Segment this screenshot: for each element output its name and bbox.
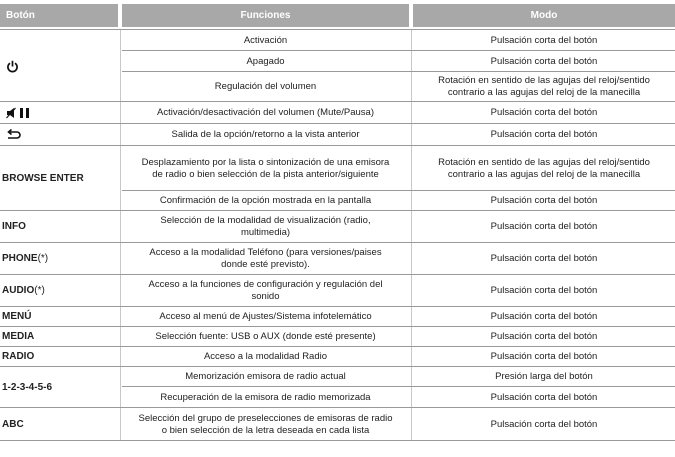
column-divider (120, 367, 121, 408)
button-label: AUDIO (2, 285, 35, 296)
mode-cell: Pulsación corta del botón (490, 351, 598, 362)
column-divider (120, 408, 121, 441)
button-cell (0, 243, 118, 275)
column-divider (411, 243, 412, 275)
footnote-marker: (*) (34, 285, 45, 296)
column-divider (411, 367, 412, 408)
button-cell (0, 211, 118, 243)
function-cell: Selección fuente: USB o AUX (donde esté presente) (155, 331, 376, 342)
power-icon (6, 60, 19, 73)
column-divider (120, 30, 121, 102)
mode-cell: Pulsación corta del botón (490, 195, 598, 206)
function-cell: Activación/desactivación del volumen (Mute/Pausa) (156, 107, 375, 118)
button-cell (0, 347, 118, 367)
button-label: 1-2-3-4-5-6 (2, 381, 53, 393)
function-cell: Apagado (246, 55, 285, 67)
function-cell: Confirmación de la opción mostrada en la pantalla (159, 195, 372, 206)
column-divider (411, 347, 412, 367)
function-cell: Selección de la modalidad de visualización (radio, multimedia) (160, 215, 371, 238)
function-cell: Regulación del volumen (214, 81, 317, 92)
column-divider (411, 146, 412, 211)
button-cell (0, 146, 118, 211)
button-cell (0, 307, 118, 327)
mode-cell: Presión larga del botón (495, 371, 593, 382)
column-divider (411, 124, 412, 146)
mode-cell: Pulsación corta del botón (490, 221, 598, 232)
button-cell (0, 30, 118, 102)
function-cell: Recuperación de la emisora de radio memorizada (160, 391, 371, 403)
button-cell (0, 102, 118, 124)
column-divider (120, 327, 121, 347)
mode-cell: Pulsación corta del botón (490, 129, 598, 140)
mode-cell: Pulsación corta del botón (490, 391, 598, 403)
button-cell (0, 367, 118, 408)
button-label: RADIO (2, 351, 35, 362)
mode-cell: Pulsación corta del botón (490, 331, 598, 342)
mode-cell: Pulsación corta del botón (490, 107, 598, 118)
function-cell: Acceso a la modalidad Radio (203, 351, 328, 362)
footnote-marker: (*) (37, 253, 49, 264)
column-divider (411, 211, 412, 243)
function-cell: Desplazamiento por la lista o sintonización de una emisora de radio o bien selección de la pista anterior/siguiente (141, 156, 390, 180)
column-divider (411, 327, 412, 347)
mode-cell: Rotación en sentido de las agujas del reloj/sentido contrario a las agujas del reloj de la manecilla (438, 156, 650, 180)
function-cell: Acceso a la funciones de configuración y regulación del sonido (148, 279, 383, 302)
column-divider (120, 124, 121, 146)
button-cell (0, 408, 118, 441)
column-divider (411, 30, 412, 102)
function-cell: Selección del grupo de preselecciones de emisoras de radio o bien selección de la letra deseada en cada lista (138, 412, 393, 436)
function-cell: Acceso a la modalidad Teléfono (para versiones/paises donde esté previsto). (149, 247, 382, 270)
column-divider (120, 347, 121, 367)
button-cell (0, 275, 118, 307)
mode-cell: Pulsación corta del botón (490, 418, 598, 430)
mode-cell: Pulsación corta del botón (490, 253, 598, 264)
mode-cell: Pulsación corta del botón (490, 34, 598, 46)
mode-cell: Pulsación corta del botón (490, 285, 598, 296)
column-divider (411, 307, 412, 327)
row-rule (0, 440, 675, 441)
function-cell: Salida de la opción/retorno a la vista anterior (171, 129, 360, 140)
function-cell: Memorización emisora de radio actual (185, 371, 346, 382)
button-label: ABC (2, 418, 24, 430)
header-mode: Modo (413, 4, 675, 27)
mute-pause-icon (6, 107, 32, 119)
button-cell (0, 327, 118, 347)
button-label: INFO (2, 221, 26, 232)
mode-cell: Pulsación corta del botón (490, 311, 598, 322)
function-cell: Acceso al menú de Ajustes/Sistema infotelemático (159, 311, 372, 322)
button-label: PHONE (2, 253, 38, 264)
column-divider (411, 275, 412, 307)
back-arrow-icon (6, 129, 22, 141)
column-divider (120, 211, 121, 243)
column-divider (120, 243, 121, 275)
column-divider (120, 275, 121, 307)
header-functions: Funciones (122, 4, 409, 27)
column-divider (120, 102, 121, 124)
button-label: BROWSE ENTER (2, 172, 84, 184)
column-divider (411, 102, 412, 124)
mode-cell: Pulsación corta del botón (490, 55, 598, 67)
column-divider (120, 146, 121, 211)
button-label: MEDIA (2, 331, 35, 342)
header-button: Botón (0, 4, 118, 27)
column-divider (411, 408, 412, 441)
function-cell: Activación (243, 34, 288, 46)
button-label: MENÚ (2, 311, 32, 322)
button-cell (0, 124, 118, 146)
column-divider (120, 307, 121, 327)
mode-cell: Rotación en sentido de las agujas del reloj/sentido contrario a las agujas del reloj de la manecilla (438, 75, 650, 98)
